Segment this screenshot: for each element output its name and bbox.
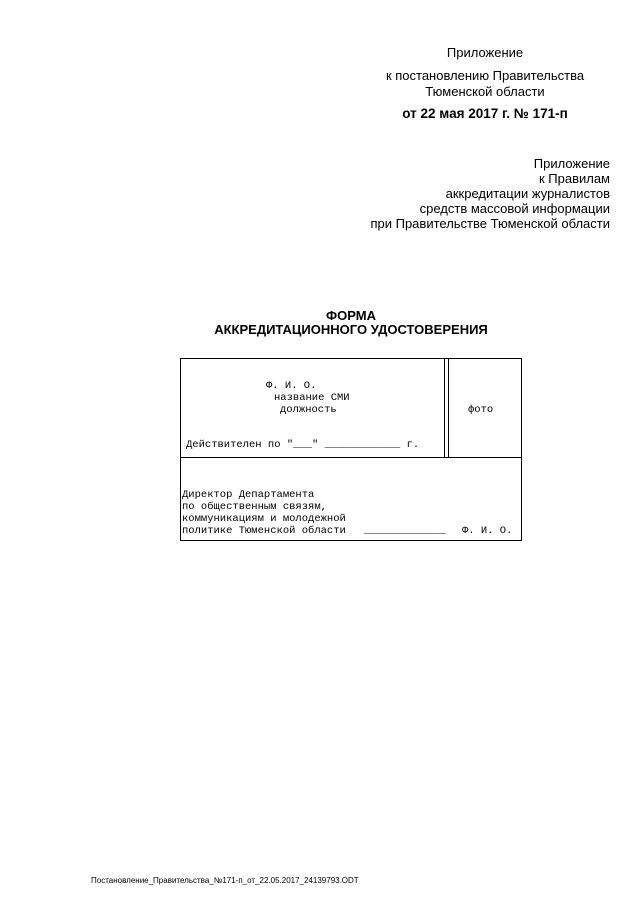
- footer-filename: Постановление_Правительства_№171-п_от_22.05.2017_24139793.ODT: [91, 876, 359, 885]
- header-appendix-label: Приложение: [446, 45, 524, 60]
- card-signature-line: _____________: [364, 525, 446, 537]
- card-photo-placeholder: фото: [468, 404, 494, 416]
- rules-appendix-line: к Правилам: [538, 171, 610, 186]
- rules-appendix-line: аккредитации журналистов: [445, 186, 610, 201]
- card-director-line: по общественным связям,: [182, 501, 327, 513]
- card-media-name: название СМИ: [274, 392, 350, 404]
- card-border-bottom: [180, 540, 522, 541]
- card-signature-fio: Ф. И. О.: [462, 525, 513, 537]
- card-valid-until: Действителен по "___" ____________ г.: [186, 439, 420, 451]
- card-border-top: [180, 358, 522, 359]
- card-position: должность: [280, 404, 337, 416]
- accreditation-card: [180, 358, 522, 541]
- card-border-right: [521, 358, 522, 541]
- form-subtitle: АККРЕДИТАЦИОННОГО УДОСТОВЕРЕНИЯ: [214, 322, 488, 337]
- card-director-line: Директор Департамента: [182, 489, 315, 501]
- photo-box-inner-right: [448, 358, 449, 458]
- photo-box-left: [444, 358, 445, 458]
- rules-appendix-line: при Правительстве Тюменской области: [370, 216, 610, 231]
- header-resolution-ref: к постановлению Правительства: [385, 68, 585, 83]
- card-border-left: [180, 358, 181, 541]
- header-region: Тюменской области: [425, 84, 545, 99]
- rules-appendix-line: Приложение: [533, 156, 610, 171]
- card-fio: Ф. И. О.: [266, 380, 317, 392]
- header-resolution-date-number: от 22 мая 2017 г. № 171-п: [402, 106, 568, 121]
- card-middle-divider: [180, 457, 522, 458]
- card-director-line: коммуникациям и молодежной: [182, 513, 346, 525]
- rules-appendix-line: средств массовой информации: [419, 201, 610, 216]
- card-director-line: политике Тюменской области: [182, 525, 346, 537]
- rules-appendix-block: [310, 156, 610, 231]
- form-title: ФОРМА: [326, 308, 376, 323]
